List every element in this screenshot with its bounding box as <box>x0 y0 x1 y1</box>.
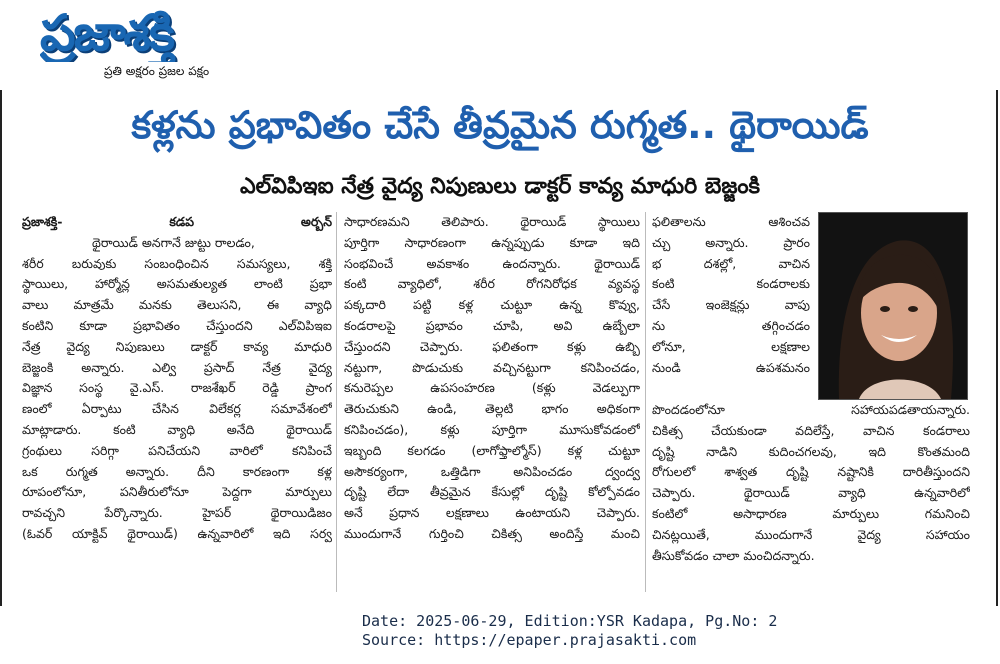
article-line: నుండి ఉపశమనం <box>652 359 810 375</box>
page-border-left <box>0 90 2 608</box>
article-subheadline: ఎల్‌విపిఇఐ నేత్ర వైద్య నిపుణులు డాక్టర్ కావ్య మాధురి బెజ్జంకి <box>239 174 761 199</box>
article-line: ముందుగానే గుర్తించి చికిత్స అందిస్తే మంచి <box>344 525 640 541</box>
article-line: ణంలో ఏర్పాటు చేసిన విలేకర్ల సమావేశంలో <box>22 401 332 417</box>
article-line: సంభవించే అవకాశం ఉందన్నారు. థైరాయిడ్ <box>344 255 640 271</box>
article-headline: కళ్లను ప్రభావితం చేసే తీవ్రమైన రుగ్మత.. థైరాయిడ్ <box>131 103 869 147</box>
article-line: చ్చు అన్నారు. ప్రారం <box>652 234 810 250</box>
article-line: అనే ప్రధాన లక్షణాలు ఉంటాయని చెప్పారు. <box>344 505 640 521</box>
article-line: అసౌకర్యంగా, ఒత్తిడిగా అనిపించడం ద్వంద్వ <box>344 463 640 479</box>
article-line: దృష్టి నాడిని కుదించగలవు, ఇది కొంతమంది <box>652 443 970 459</box>
footer-source-line: Source: https://epaper.prajasakti.com <box>362 631 697 649</box>
article-column-1 <box>22 212 332 545</box>
article-line: నేత్ర వైద్య నిపుణులు డాక్టర్ కావ్య మాధురి <box>22 338 332 354</box>
article-line: స్థాయిలు, హార్మోన్ల అసమతుల్యత లాంటి ప్రభా <box>22 276 332 292</box>
article-line: ఫలితాలను ఆశించవ <box>652 214 810 229</box>
article-line: కనిపించడం), కళ్లు పూర్తిగా మూసుకోవడంలో <box>344 421 640 437</box>
article-line: చినట్లయితే, ముందుగానే వైద్య సహాయం <box>652 526 970 542</box>
article-line: దృష్టి లేదా తీవ్రమైన కేసుల్లో దృష్టి కోల్పోవడం <box>344 484 640 500</box>
article-line: లోనూ, లక్షణాల <box>652 338 810 354</box>
article-column-2 <box>344 212 640 545</box>
column-divider <box>645 212 646 592</box>
footer-date-line: Date: 2025-06-29, Edition:YSR Kadapa, Pg.No: 2 <box>362 612 778 630</box>
article-line: సాధారణమని తెలిపారు. థైరాయిడ్ స్థాయిలు <box>344 214 640 229</box>
article-line: తీసుకోవడం చాలా మంచిదన్నారు. <box>652 547 815 563</box>
article-line: రూపంలోనూ, పనితీరులోనూ పెద్దగా మార్పులు <box>22 484 332 500</box>
source-footer <box>362 612 777 650</box>
article-line: కనురెప్పల ఉపసంహరణ (కళ్లు వెడల్పుగా <box>344 380 640 396</box>
article-line: బెజ్జంకి అన్నారు. ఎల్వి ప్రసాద్ నేత్ర వైద్య <box>22 359 332 375</box>
article-line: భ దశల్లో, వాచిన <box>652 255 810 271</box>
portrait-illustration <box>819 213 967 399</box>
article-line: ను తగ్గించడం <box>652 317 810 333</box>
article-line: చేసే ఇంజెక్షన్లు వాపు <box>652 297 810 313</box>
article-line: పొందడంలోనూ సహాయపడతాయన్నారు. <box>652 402 970 417</box>
column-divider <box>336 212 337 592</box>
article-line: కంటి కండరాలకు <box>652 276 810 292</box>
article-line: వాలు మాత్రమే మనకు తెలుసని, ఈ వ్యాధి <box>22 297 332 313</box>
article-line: కంటి వ్యాధిలో, శరీర రోగనిరోధక వ్యవస్థ <box>344 276 640 292</box>
article-line: పూర్తిగా సాధారణంగా ఉన్నప్పుడు కూడా ఇది <box>344 234 640 250</box>
article-line: రావచ్చని పేర్కొన్నారు. హైపర్ థైరాయిడిజం <box>22 505 332 521</box>
masthead-logo <box>40 4 290 88</box>
doctor-portrait-photo <box>818 212 968 400</box>
article-line: కండరాలపై ప్రభావం చూపి, అవి ఉబ్బేలా <box>344 317 640 333</box>
article-line: చేస్తుందని చెప్పారు. ఫలితంగా కళ్లు ఉబ్బి <box>344 338 640 354</box>
masthead-tagline: ప్రతి అక్షరం ప్రజల పక్షం <box>104 64 210 78</box>
article-column-3-top <box>652 212 810 378</box>
masthead-title: ప్రజాశక్తి <box>40 4 173 62</box>
article-column-3-bottom <box>652 400 970 566</box>
article-line: కంటిలో అసాధారణ మార్పులు గమనించి <box>652 505 970 521</box>
article-line: కంటిని కూడా ప్రభావితం చేస్తుందని ఎల్‌విపిఇఐ <box>22 317 332 333</box>
article-line: పక్కదారి పట్టి కళ్ల చుట్టూ ఉన్న కొవ్వు, <box>344 297 640 313</box>
article-line: తెరుచుకుని ఉండి, తెల్లటి భాగం అధికంగా <box>344 401 640 417</box>
article-line: థైరాయిడ్ అనగానే జుట్టు రాలడం, <box>92 234 255 250</box>
article-line: నట్టుగా, పొడుచుకు వచ్చినట్టుగా కనిపించడం, <box>344 359 640 375</box>
article-dateline: ప్రజాశక్తి- కడప అర్బన్ <box>22 214 332 229</box>
article-line: (ఓవర్ యాక్టివ్ థైరాయిడ్) ఉన్నవారిలో ఇది సర్వ <box>22 525 332 541</box>
article-line: శరీర బరువుకు సంబంధించిన సమస్యలు, శక్తి <box>22 255 332 271</box>
article-line: గ్రంథులు సరిగ్గా పనిచేయని వారిలో కనిపించే <box>22 442 332 458</box>
article-line: మాట్లాడారు. కంటి వ్యాధి అనేది థైరాయిడ్ <box>22 421 332 437</box>
article-line: రోగులలో శాశ్వత దృష్టి నష్టానికి దారితీస్తుందని <box>652 464 970 480</box>
article-line: చికిత్స చేయకుండా వదిలేస్తే, వాచిన కండరాలు <box>652 422 970 438</box>
article-line: ఒక రుగ్మత అన్నారు. దీని కారణంగా కళ్ల <box>22 463 332 479</box>
article-line: చెప్పారు. థైరాయిడ్ వ్యాధి ఉన్నవారిలో <box>652 485 970 501</box>
article-line: ఇబ్బంది కలగడం (లాగోఫ్తాల్మోస్) కళ్ల చుట్టూ <box>344 442 640 458</box>
page-border-right <box>996 90 998 608</box>
article-line: విజ్ఞాన సంస్థ వై.ఎస్. రాజశేఖర్ రెడ్డి ప్రాంగ <box>22 380 332 396</box>
